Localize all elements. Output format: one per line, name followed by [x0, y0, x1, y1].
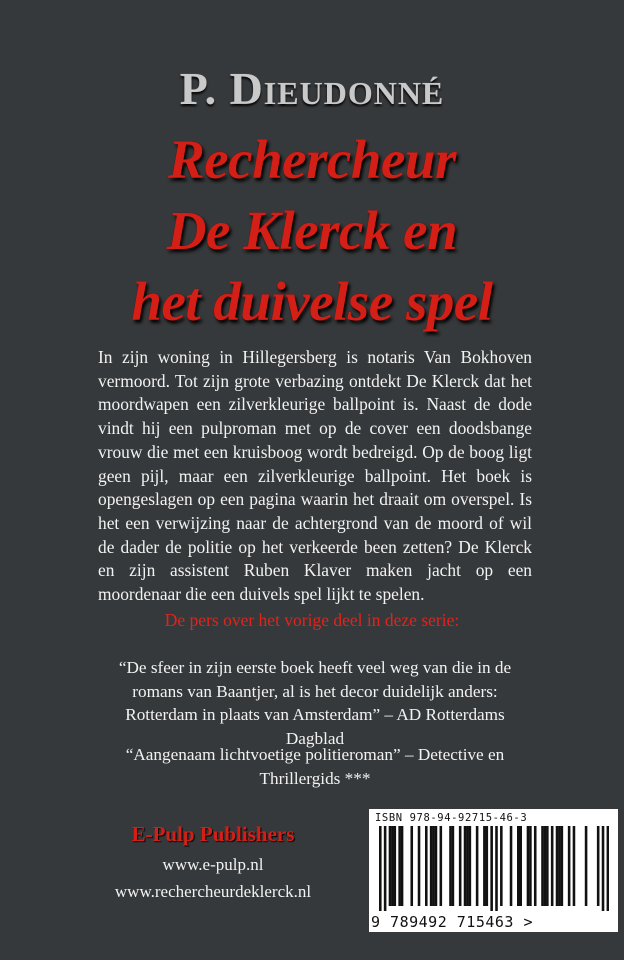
website-link-deklerck[interactable]: www.rechercheurdeklerck.nl — [114, 882, 312, 901]
press-heading: De pers over het vorige deel in deze serie: — [164, 610, 460, 630]
barcode-bar — [459, 826, 462, 906]
press-quote-2: “Aangenaam lichtvoetige politieroman” – Detective en Thrillergids *** — [125, 745, 505, 788]
barcode-bar — [500, 826, 503, 906]
barcode-bar — [418, 826, 421, 906]
isbn-label: ISBN 978-94-92715-46-3 — [375, 812, 528, 824]
barcode-bar — [534, 826, 537, 906]
publisher-name: E-Pulp Publishers — [131, 822, 295, 846]
barcode-bar — [452, 826, 455, 906]
barcode-bar — [607, 826, 609, 911]
barcode-bar — [519, 826, 522, 906]
barcode-bar — [558, 826, 561, 906]
barcode-bar — [597, 826, 600, 906]
barcode-bars — [379, 826, 609, 911]
barcode-bar — [449, 826, 452, 906]
barcode-bar — [486, 826, 489, 906]
barcode-bar — [510, 826, 513, 906]
barcode-bar — [585, 826, 588, 906]
barcode-bar — [573, 826, 576, 906]
barcode-digits: 9 789492 715463 > — [371, 913, 534, 931]
barcode-bar — [430, 826, 433, 906]
barcode-bar — [389, 826, 392, 906]
barcode-bar — [551, 826, 554, 906]
barcode-bar — [432, 826, 435, 906]
barcode-bar — [483, 826, 486, 906]
barcode-bar — [435, 826, 438, 906]
book-title — [0, 124, 624, 337]
title-line-2: De Klerck en — [166, 200, 458, 261]
barcode-bar — [568, 826, 571, 906]
barcode-bar — [391, 826, 394, 906]
barcode-bar — [561, 826, 564, 906]
isbn-barcode — [369, 809, 618, 932]
barcode-bar — [401, 826, 404, 906]
website-link-epulp[interactable]: www.e-pulp.nl — [162, 855, 264, 874]
barcode-bar — [410, 826, 413, 906]
title-line-3: het duivelse spel — [131, 271, 493, 332]
barcode-bar — [379, 826, 382, 911]
barcode-bar — [440, 826, 443, 906]
barcode-bar — [529, 826, 532, 906]
title-line-1: Rechercheur — [168, 129, 456, 190]
barcode-bar — [546, 826, 549, 906]
author-name: P. Dieudonné — [179, 63, 445, 114]
barcode-bar — [602, 826, 605, 911]
barcode-bar — [490, 826, 493, 911]
barcode-bar — [544, 826, 547, 906]
barcode-bar — [425, 826, 428, 906]
barcode-bar — [394, 826, 397, 906]
barcode-bar — [466, 826, 469, 906]
barcode-bar — [384, 826, 387, 911]
press-quote-1: “De sfeer in zijn eerste boek heeft veel weg van die in de romans van Baantjer, al is het decor duidelijk anders: Rotterdam in plaats van Amsterdam” – AD Rotterdams Dagblad — [118, 658, 512, 749]
barcode-bar — [556, 826, 559, 906]
barcode-bar — [527, 826, 530, 906]
barcode-bar — [495, 826, 498, 911]
barcode-bar — [464, 826, 467, 906]
barcode-bar — [541, 826, 544, 906]
barcode-bar — [476, 826, 479, 906]
barcode-bar — [517, 826, 520, 906]
blurb-text: In zijn woning in Hillegersberg is notaris Van Bokhoven vermoord. Tot zijn grote verbazing ontdekt De Klerck dat het moordwapen een zilverkleurige ballpoint is. Naast de dode vindt hij een pulproman met op de cover een doodsbange vrouw die met een kruisboog wordt bedreigd. Op de boog ligt geen pijl, maar een zilverkleurige ballpoint. Het boek is opengeslagen op een pagina waarin het draait om overspel. Is het een verwijzing naar de achtergrond van de moord of wil de dader de politie op het verkeerde been zetten? De Klerck en zijn assistent Ruben Klaver maken jacht op een moordenaar die een duivels spel lijkt te spelen. — [98, 347, 532, 605]
barcode-bar — [398, 826, 401, 906]
barcode-bar — [469, 826, 472, 906]
